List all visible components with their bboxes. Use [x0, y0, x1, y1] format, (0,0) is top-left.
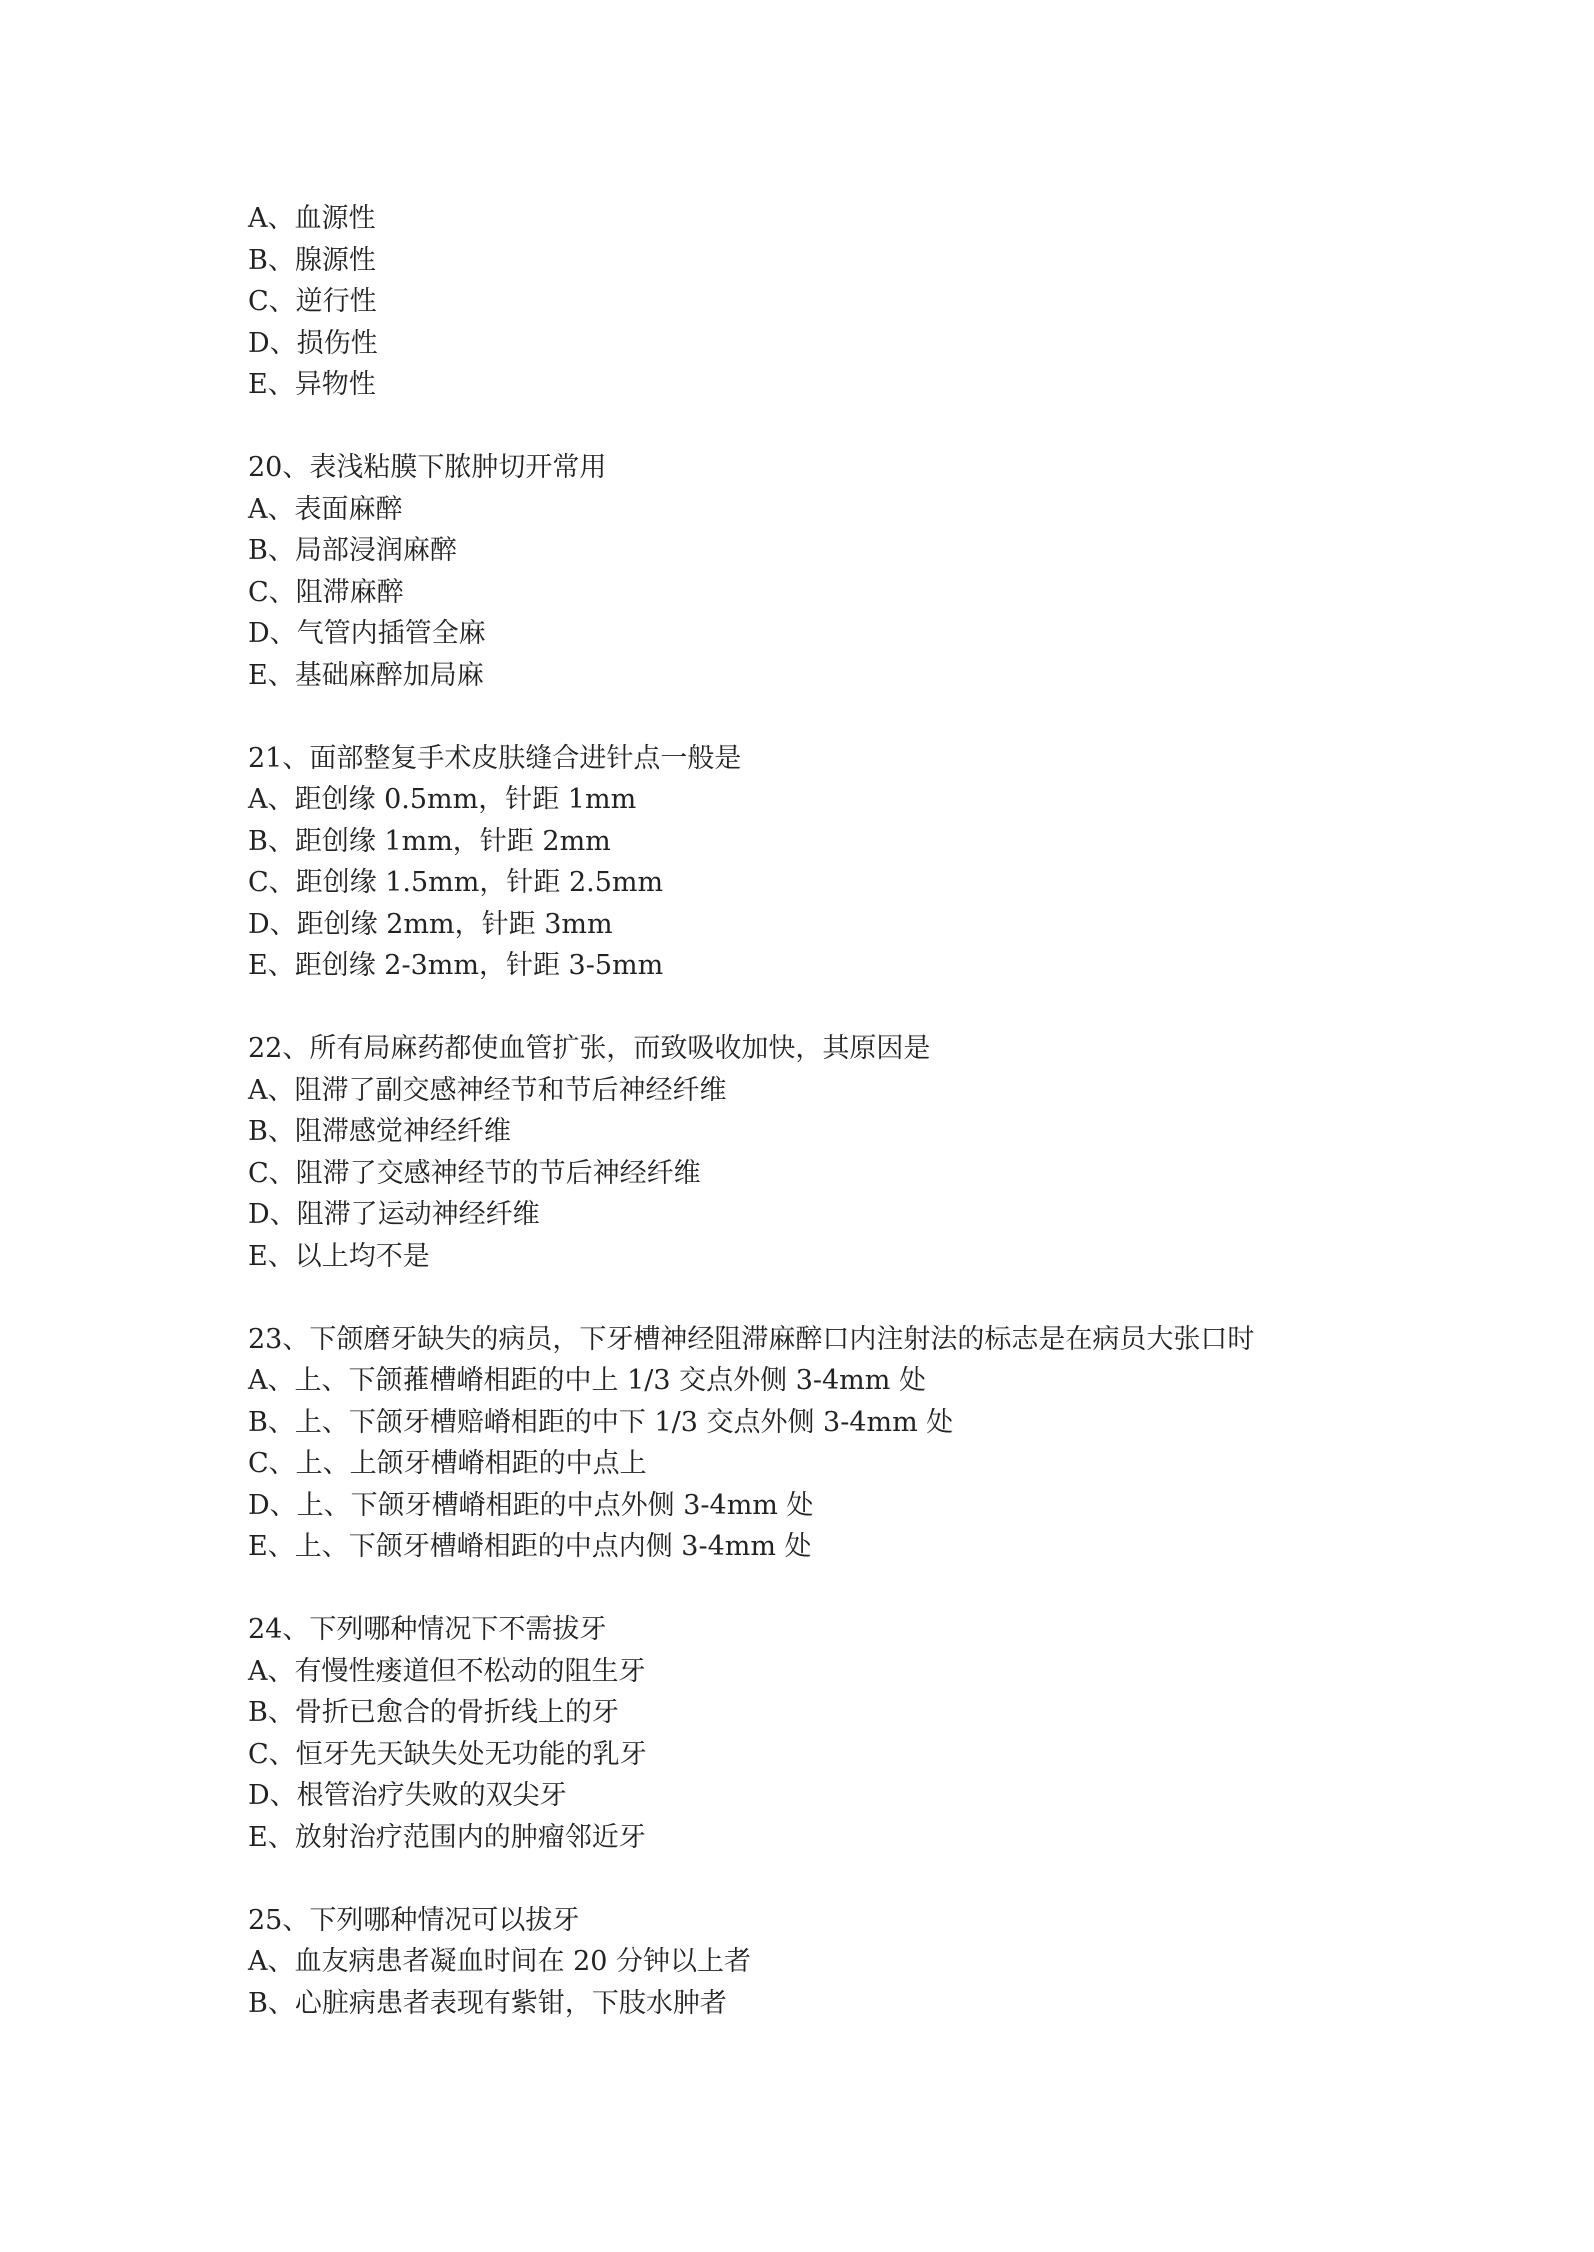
option-21-e: E、距创缘 2-3mm，针距 3-5mm: [248, 950, 664, 981]
question-24-stem: 24、下列哪种情况下不需拔牙: [248, 1614, 607, 1645]
option-25-a: A、血友病患者凝血时间在 20 分钟以上者: [248, 1946, 752, 1977]
option-24-c: C、恒牙先天缺失处无功能的乳牙: [248, 1738, 647, 1770]
option-25-b: B、心脏病患者表现有紫钳，下肢水肿者: [248, 1987, 727, 2019]
option-21-a: A、距创缘 0.5mm，针距 1mm: [248, 784, 637, 815]
option-22-c: C、阻滞了交感神经节的节后神经纤维: [248, 1157, 701, 1189]
option-23-c: C、上、上颌牙槽嵴相距的中点上: [248, 1448, 647, 1479]
option-23-e: E、上、下颌牙槽嵴相距的中点内侧 3-4mm 处: [248, 1531, 812, 1562]
option-21-c: C、距创缘 1.5mm，针距 2.5mm: [248, 867, 664, 898]
question-block-24: [248, 1609, 1448, 1858]
option-20-e: E、基础麻醉加局麻: [248, 659, 484, 691]
option-24-b: B、骨折已愈合的骨折线上的牙: [248, 1697, 619, 1728]
question-block-20: [248, 447, 1448, 696]
option-20-b: B、局部浸润麻醉: [248, 535, 457, 566]
question-21-stem: 21、面部整复手术皮肤缝合进针点一般是: [248, 742, 742, 774]
option-20-d: D、气管内插管全麻: [248, 618, 486, 649]
question-22-stem: 22、所有局麻药都使血管扩张，而致吸收加快，其原因是: [248, 1033, 931, 1064]
option-19-a: A、血源性: [248, 203, 376, 234]
question-block-25: [248, 1900, 1448, 2025]
option-19-e: E、异物性: [248, 369, 376, 400]
option-20-c: C、阻滞麻醉: [248, 576, 404, 608]
question-block-23: [248, 1319, 1448, 1568]
option-24-d: D、根管治疗失败的双尖牙: [248, 1780, 567, 1811]
option-19-b: B、腺源性: [248, 244, 376, 276]
option-21-d: D、距创缘 2mm，针距 3mm: [248, 908, 613, 940]
option-21-b: B、距创缘 1mm，针距 2mm: [248, 825, 611, 857]
option-22-a: A、阻滞了副交感神经节和节后神经纤维: [248, 1074, 727, 1106]
option-22-e: E、以上均不是: [248, 1240, 430, 1272]
question-block-22: [248, 1028, 1448, 1277]
option-20-a: A、表面麻醉: [248, 493, 403, 525]
option-19-c: C、逆行性: [248, 286, 377, 317]
document-page: [248, 198, 1448, 2024]
option-24-e: E、放射治疗范围内的肿瘤邻近牙: [248, 1821, 646, 1853]
question-block-21: [248, 738, 1448, 987]
question-23-stem: 23、下颌磨牙缺失的病员，下牙槽神经阻滞麻醉口内注射法的标志是在病员大张口时: [248, 1323, 1255, 1355]
question-20-stem: 20、表浅粘膜下脓肿切开常用: [248, 452, 607, 483]
question-block-19-continued: [248, 198, 1448, 406]
option-24-a: A、有慢性瘘道但不松动的阻生牙: [248, 1655, 646, 1687]
option-23-d: D、上、下颌牙槽嵴相距的中点外侧 3-4mm 处: [248, 1489, 814, 1521]
option-22-b: B、阻滞感觉神经纤维: [248, 1116, 511, 1147]
option-23-b: B、上、下颌牙槽赔嵴相距的中下 1/3 交点外侧 3-4mm 处: [248, 1406, 954, 1438]
option-23-a: A、上、下颌蓷槽嵴相距的中上 1/3 交点外侧 3-4mm 处: [248, 1365, 926, 1396]
option-22-d: D、阻滞了运动神经纤维: [248, 1199, 540, 1230]
question-25-stem: 25、下列哪种情况可以拔牙: [248, 1904, 580, 1936]
option-19-d: D、损伤性: [248, 327, 378, 359]
